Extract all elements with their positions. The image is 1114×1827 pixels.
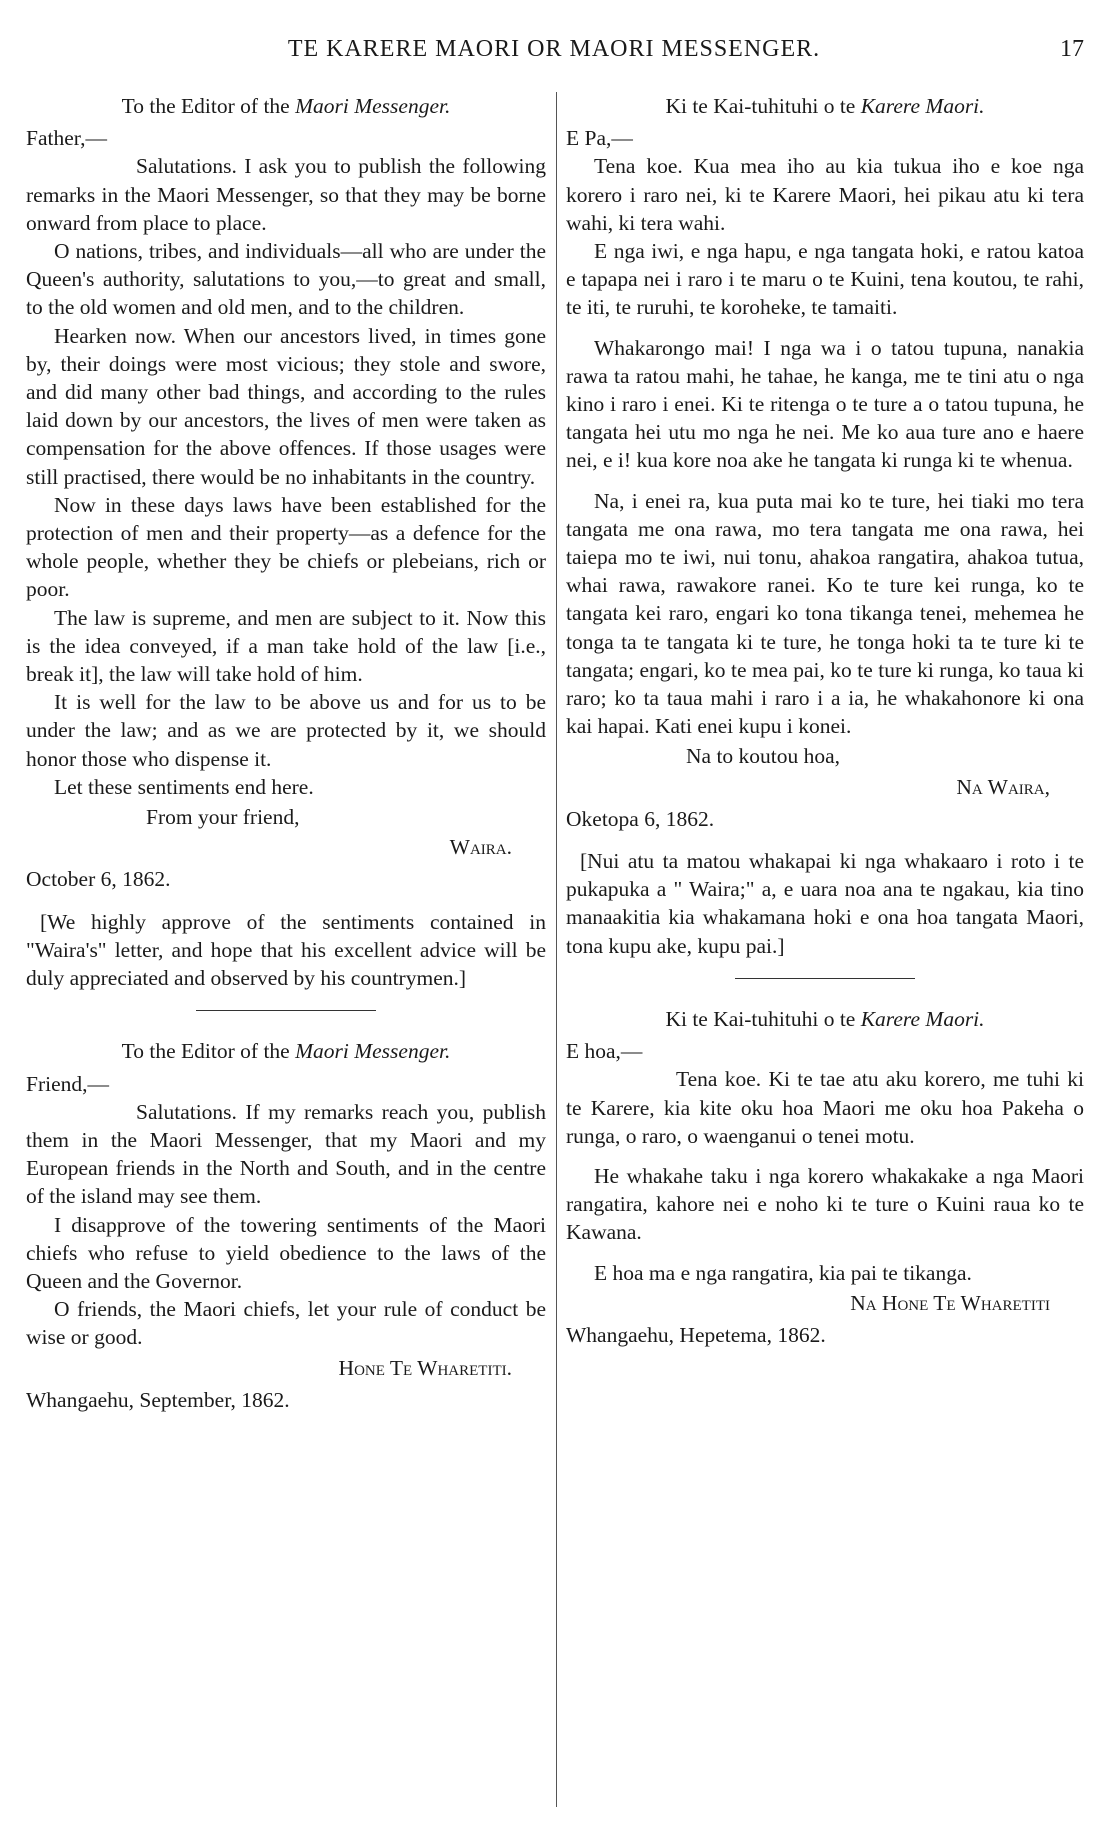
letter2-paragraph-2: I disapprove of the towering sentiments of the Maori chiefs who refuse to yield obedience to the laws of the Queen and the Governor. xyxy=(26,1212,546,1293)
letter2-signature: Hone Te Wharetiti. xyxy=(338,1355,512,1380)
letter1-paragraph-4: Now in these days laws have been established for the protection of men and their property—as a defence for the whole people, whether they be chiefs or plebeians, rich or poor. xyxy=(26,492,546,602)
maori-letter1-heading-publication: Karere Maori. xyxy=(860,94,985,118)
letter1-greeting: Father,— xyxy=(26,126,107,151)
letter1-paragraph-2: O nations, tribes, and individuals—all who are under the Queen's authority, salutations to you,—to great and small, to the old women and old men, and to the children. xyxy=(26,239,546,320)
page-header xyxy=(24,36,1084,70)
letter2-paragraph-1: Salutations. If my remarks reach you, publish them in the Maori Messenger, that my Maori and my European friends in the North and South, and in the centre of the island may see them. xyxy=(26,1099,546,1209)
letter2-heading-publication: Maori Messenger. xyxy=(295,1039,451,1064)
letter2-heading xyxy=(26,1037,546,1065)
letter1-paragraph-3: Hearken now. When our ancestors lived, in times gone by, their doings were most vicious; they stole and swore, and did many other bad things, and according to the rules laid down by our ancestors, the lives of men were taken as compensation for the above offences. If those usages were still practised, there would be no inhabitants in the country. xyxy=(26,323,546,489)
maori-letter1-greeting: E Pa,— xyxy=(566,126,633,151)
maori-letter1-paragraph-4: Na, i enei ra, kua puta mai ko te ture, hei tiaki mo tera tangata me ona rawa, mo tera tangata me ona rawa, hei taiepa mo te iwi, nui tonu, ahakoa rangatira, ahakoa tutua, whai rawa, rawakore ranei. Ko te ture kei runga, ko te tangata kei raro, engari ko tona tikanga tenei, mehemea he tonga ta te tangata ki te ture, he tonga hoki ta te ture ki te tangata; engari, ko te mea pai, ko te ture ki runga, ko taua ki raro; ko ta taua mahi i raro i a ia, he whakahonore ki ona kai hapai. Kati enei kupu i konei. xyxy=(566,488,1084,739)
letter2-place-date: Whangaehu, September, 1862. xyxy=(26,1387,290,1412)
letter1-paragraph-7: Let these sentiments end here. xyxy=(54,774,314,799)
maori-letter2-paragraph-2: He whakahe taku i nga korero whakakake a nga Maori rangatira, kahore nei e noho ki te ture o Kuini raua ko te Kawana. xyxy=(566,1163,1084,1245)
maori-letter1-heading xyxy=(566,92,1084,120)
letter1-heading-text: To the Editor of the xyxy=(121,94,296,118)
letter1-paragraph-6: It is well for the law to be above us and for us to be under the law; and as we are protected by it, we should honor those who dispense it. xyxy=(26,690,546,771)
letter1-heading xyxy=(26,92,546,120)
maori-letter2-paragraph-1: Tena koe. Ki te tae atu aku korero, me tuhi ki te Karere, kia kite oku hoa Maori me oku hoa Pakeha o runga, o raro, o waenganui o tenei motu. xyxy=(566,1067,1084,1148)
maori-letter2-paragraph-3: E hoa ma e nga rangatira, kia pai te tikanga. xyxy=(594,1260,972,1285)
maori-letter1-signature: Na Waira, xyxy=(956,774,1050,799)
letter1-heading-publication: Maori Messenger. xyxy=(295,94,451,118)
maori-letter2-heading-publication: Karere Maori. xyxy=(860,1006,985,1031)
section-rule xyxy=(196,1010,376,1011)
english-column xyxy=(26,92,546,1414)
letter1-paragraph-1: Salutations. I ask you to publish the following remarks in the Maori Messenger, so that they may be borne onward from place to place. xyxy=(26,154,546,235)
letter1-sign-off: From your friend, xyxy=(146,805,300,830)
maori-letter1-paragraph-2: E nga iwi, e nga hapu, e nga tangata hoki, e ratou katoa e tapapa nei i raro i te maru o te Kuini, tena koutou, te rahi, te iti, te ruruhi, te koroheke, te tamaiti. xyxy=(566,239,1084,320)
maori-letter2-heading-text: Ki te Kai-tuhituhi o te xyxy=(665,1006,861,1031)
maori-letter2-place-date: Whangaehu, Hepetema, 1862. xyxy=(566,1322,826,1347)
running-title: TE KARERE MAORI OR MAORI MESSENGER. xyxy=(287,36,821,62)
letter1-date: October 6, 1862. xyxy=(26,867,171,892)
letter1-paragraph-5: The law is supreme, and men are subject to it. Now this is the idea conveyed, if a man take hold of the law [i.e., break it], the law will take hold of him. xyxy=(26,605,546,687)
letter2-heading-text: To the Editor of the xyxy=(121,1039,296,1064)
maori-letter1-paragraph-1: Tena koe. Kua mea iho au kia tukua iho e koe nga korero i raro nei, ki te Karere Maori, hei pikau atu ki tera wahi, ki tera wahi. xyxy=(566,154,1084,235)
page-number: 17 xyxy=(1060,36,1084,62)
maori-letter1-sign-off: Na to koutou hoa, xyxy=(686,744,841,769)
spacer xyxy=(566,1247,1084,1259)
maori-letter2-signature: Na Hone Te Wharetiti xyxy=(850,1290,1050,1315)
spacer xyxy=(566,475,1084,487)
maori-letter1-date: Oketopa 6, 1862. xyxy=(566,806,715,831)
letter1-editor-note: [We highly approve of the sentiments contained in "Waira's" letter, and hope that his excellent advice will be duly appreciated and observed by his countrymen.] xyxy=(26,909,546,991)
spacer xyxy=(566,322,1084,334)
maori-column xyxy=(566,92,1084,1349)
maori-letter1-editor-note: [Nui atu ta matou whakapai ki nga whakaaro i roto i te pukapuka a " Waira;" a, e uara noa ana te ngakau, kia tino manaakitia kia whakamana hoki e ona hoa tangata Maori, tona kupu ake, kupu pai.] xyxy=(566,849,1084,958)
letter2-greeting: Friend,— xyxy=(26,1071,110,1096)
letter2-paragraph-3: O friends, the Maori chiefs, let your rule of conduct be wise or good. xyxy=(26,1297,546,1350)
spacer xyxy=(566,1150,1084,1162)
maori-letter2-greeting: E hoa,— xyxy=(566,1039,643,1064)
maori-letter2-heading xyxy=(566,1005,1084,1033)
maori-letter1-paragraph-3: Whakarongo mai! I nga wa i o tatou tupuna, nanakia rawa ta ratou mahi, he tahae, he kanga, me te tini atu o nga kino i raro i enei. Ki te ritenga o te ture a o tatou tupuna, he tangata hei utu mo nga he nei. Me ko aua ture ano e haere nei, e i! kua kore noa ake he tangata ki runga ki te whenua. xyxy=(566,335,1084,473)
letter1-signature: Waira. xyxy=(449,835,512,860)
section-rule xyxy=(735,978,915,979)
maori-letter1-heading-text: Ki te Kai-tuhituhi o te xyxy=(665,94,861,118)
column-divider xyxy=(556,92,557,1807)
